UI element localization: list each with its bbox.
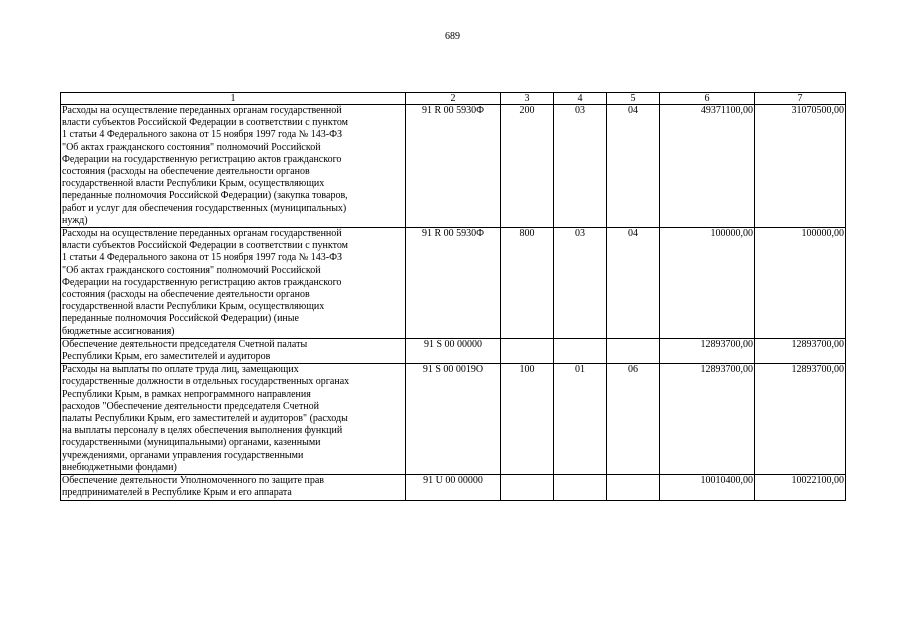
row-description bbox=[61, 105, 406, 228]
row-description bbox=[61, 338, 406, 363]
row-amount-2: 12893700,00 bbox=[755, 338, 846, 363]
description-line: власти субъектов Российской Федерации в соответствии с пунктом bbox=[62, 117, 348, 129]
row-col4: 03 bbox=[554, 105, 607, 228]
description-line: состояния (расходы на обеспечение деятельности органов bbox=[62, 289, 310, 301]
row-col3: 200 bbox=[501, 105, 554, 228]
description-line: Республики Крым, его заместителей и аудиторов bbox=[62, 351, 271, 363]
page-number: 689 bbox=[445, 31, 460, 42]
row-col3: 100 bbox=[501, 364, 554, 475]
description-line: государственной власти Республики Крым, осуществляющих bbox=[62, 178, 325, 190]
description-line: внебюджетными фондами) bbox=[62, 461, 177, 473]
header-col-1: 1 bbox=[61, 93, 406, 105]
description-line: учреждениями, органами управления государственными bbox=[62, 449, 304, 461]
description-line: 1 статьи 4 Федерального закона от 15 ноября 1997 года № 143-ФЗ bbox=[62, 252, 342, 264]
row-code: 91 S 00 0019О bbox=[406, 364, 501, 475]
description-line: предпринимателей в Республике Крым и его аппарата bbox=[62, 487, 292, 499]
row-col3 bbox=[501, 475, 554, 500]
row-code: 91 R 00 5930Ф bbox=[406, 228, 501, 339]
row-description bbox=[61, 228, 406, 339]
row-col4: 01 bbox=[554, 364, 607, 475]
row-col4 bbox=[554, 475, 607, 500]
description-line: государственными (муниципальными) органами, казенными bbox=[62, 437, 321, 449]
description-line: бюджетные ассигнования) bbox=[62, 325, 175, 337]
table-row bbox=[61, 228, 846, 339]
header-col-7: 7 bbox=[755, 93, 846, 105]
description-line: "Об актах гражданского состояния" полномочий Российской bbox=[62, 264, 321, 276]
row-col5: 04 bbox=[607, 105, 660, 228]
row-col5: 06 bbox=[607, 364, 660, 475]
table-row bbox=[61, 338, 846, 363]
row-amount-1: 12893700,00 bbox=[660, 338, 755, 363]
row-col4 bbox=[554, 338, 607, 363]
header-col-5: 5 bbox=[607, 93, 660, 105]
row-code: 91 R 00 5930Ф bbox=[406, 105, 501, 228]
row-amount-1: 12893700,00 bbox=[660, 364, 755, 475]
row-col4: 03 bbox=[554, 228, 607, 339]
row-col5: 04 bbox=[607, 228, 660, 339]
description-line: расходов "Обеспечение деятельности председателя Счетной bbox=[62, 400, 320, 412]
row-amount-2: 31070500,00 bbox=[755, 105, 846, 228]
description-line: переданные полномочия Российской Федерации) (иные bbox=[62, 313, 299, 325]
description-line: состояния (расходы на обеспечение деятельности органов bbox=[62, 166, 310, 178]
description-line: Расходы на осуществление переданных органам государственной bbox=[62, 228, 342, 240]
description-line: Расходы на осуществление переданных органам государственной bbox=[62, 105, 342, 116]
row-col5 bbox=[607, 475, 660, 500]
description-line: государственной власти Республики Крым, осуществляющих bbox=[62, 301, 325, 313]
description-line: нужд) bbox=[62, 214, 88, 226]
row-description bbox=[61, 475, 406, 500]
description-line: Республики Крым, в рамках непрограммного направления bbox=[62, 388, 311, 400]
header-row bbox=[61, 93, 846, 105]
description-line: на выплаты персоналу в целях обеспечения выполнения функций bbox=[62, 425, 343, 437]
description-line: государственные должности в отдельных государственных органах bbox=[62, 376, 350, 388]
header-col-4: 4 bbox=[554, 93, 607, 105]
row-amount-1: 49371100,00 bbox=[660, 105, 755, 228]
row-amount-2: 12893700,00 bbox=[755, 364, 846, 475]
description-line: Расходы на выплаты по оплате труда лиц, замещающих bbox=[62, 364, 299, 376]
description-line: власти субъектов Российской Федерации в соответствии с пунктом bbox=[62, 240, 348, 252]
description-line: Федерации на государственную регистрацию актов гражданского bbox=[62, 276, 342, 288]
row-code: 91 S 00 00000 bbox=[406, 338, 501, 363]
row-amount-1: 10010400,00 bbox=[660, 475, 755, 500]
row-col3 bbox=[501, 338, 554, 363]
description-line: 1 статьи 4 Федерального закона от 15 ноября 1997 года № 143-ФЗ bbox=[62, 129, 342, 141]
description-line: "Об актах гражданского состояния" полномочий Российской bbox=[62, 141, 321, 153]
row-code: 91 U 00 00000 bbox=[406, 475, 501, 500]
table-row bbox=[61, 475, 846, 500]
row-amount-1: 100000,00 bbox=[660, 228, 755, 339]
description-line: работ и услуг для обеспечения государственных (муниципальных) bbox=[62, 202, 347, 214]
description-line: переданные полномочия Российской Федерации) (закупка товаров, bbox=[62, 190, 348, 202]
row-col3: 800 bbox=[501, 228, 554, 339]
description-line: Обеспечение деятельности председателя Счетной палаты bbox=[62, 338, 308, 350]
table-row bbox=[61, 105, 846, 228]
row-amount-2: 10022100,00 bbox=[755, 475, 846, 500]
budget-table bbox=[60, 92, 846, 501]
header-col-6: 6 bbox=[660, 93, 755, 105]
header-col-2: 2 bbox=[406, 93, 501, 105]
header-col-3: 3 bbox=[501, 93, 554, 105]
description-line: Обеспечение деятельности Уполномоченного по защите прав bbox=[62, 475, 324, 487]
row-col5 bbox=[607, 338, 660, 363]
table-row bbox=[61, 364, 846, 475]
row-description bbox=[61, 364, 406, 475]
description-line: палаты Республики Крым, его заместителей и аудиторов" (расходы bbox=[62, 413, 348, 425]
description-line: Федерации на государственную регистрацию актов гражданского bbox=[62, 153, 342, 165]
row-amount-2: 100000,00 bbox=[755, 228, 846, 339]
